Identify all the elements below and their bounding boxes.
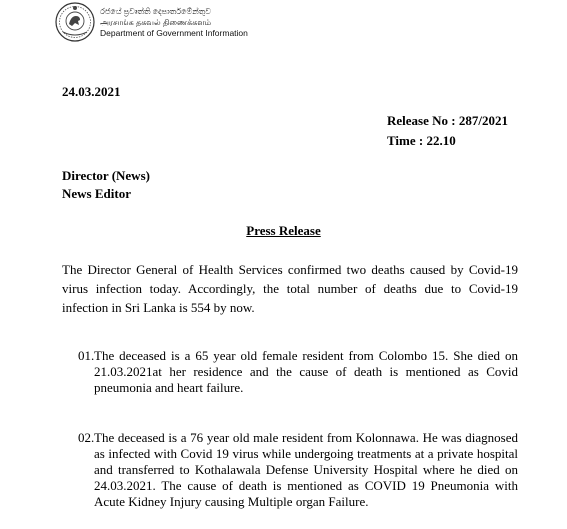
intro-paragraph: The Director General of Health Services confirmed two deaths caused by Covid-19 virus infection today. Accordingly, the total number of deaths due to Covid-19 infection in Sri Lanka is 554 by now. <box>62 262 518 315</box>
letterhead-sinhala: රජයේ ප්‍රවෘත්ති දෙපාර්තමේන්තුව <box>100 7 212 16</box>
addressee-editor: News Editor <box>62 186 131 201</box>
page-title: Press Release <box>246 223 321 238</box>
list-item <box>78 348 518 396</box>
list-item-text: The deceased is a 76 year old male resident from Kolonnawa. He was diagnosed as infected with Covid 19 virus while undergoing treatments at a private hospital and transferred to Kothalawala Defense University Hospital where he died on 24.03.2021. The cause of death is mentioned as COVID 19 Pneumonia with Acute Kidney Injury causing Multiple organ Failure. <box>94 430 518 509</box>
release-time: Time : 22.10 <box>387 133 456 148</box>
release-number: Release No : 287/2021 <box>387 113 508 128</box>
letterhead-english: Department of Government Information <box>100 28 248 38</box>
sri-lanka-emblem-icon <box>55 2 95 42</box>
list-item-number: 01. <box>78 348 95 363</box>
addressee-block <box>62 167 150 203</box>
list-item <box>78 430 518 510</box>
release-date: 24.03.2021 <box>62 84 121 99</box>
list-item-text: The deceased is a 65 year old female resident from Colombo 15. She died on 21.03.2021at her residence and the cause of death is mentioned as Covid pneumonia and heart failure. <box>94 348 518 395</box>
release-info <box>387 111 508 151</box>
addressee-director: Director (News) <box>62 168 150 183</box>
list-item-number: 02. <box>78 430 95 445</box>
letterhead-tamil: அரசாங்க தகவல் திணைக்களம் <box>100 18 212 27</box>
